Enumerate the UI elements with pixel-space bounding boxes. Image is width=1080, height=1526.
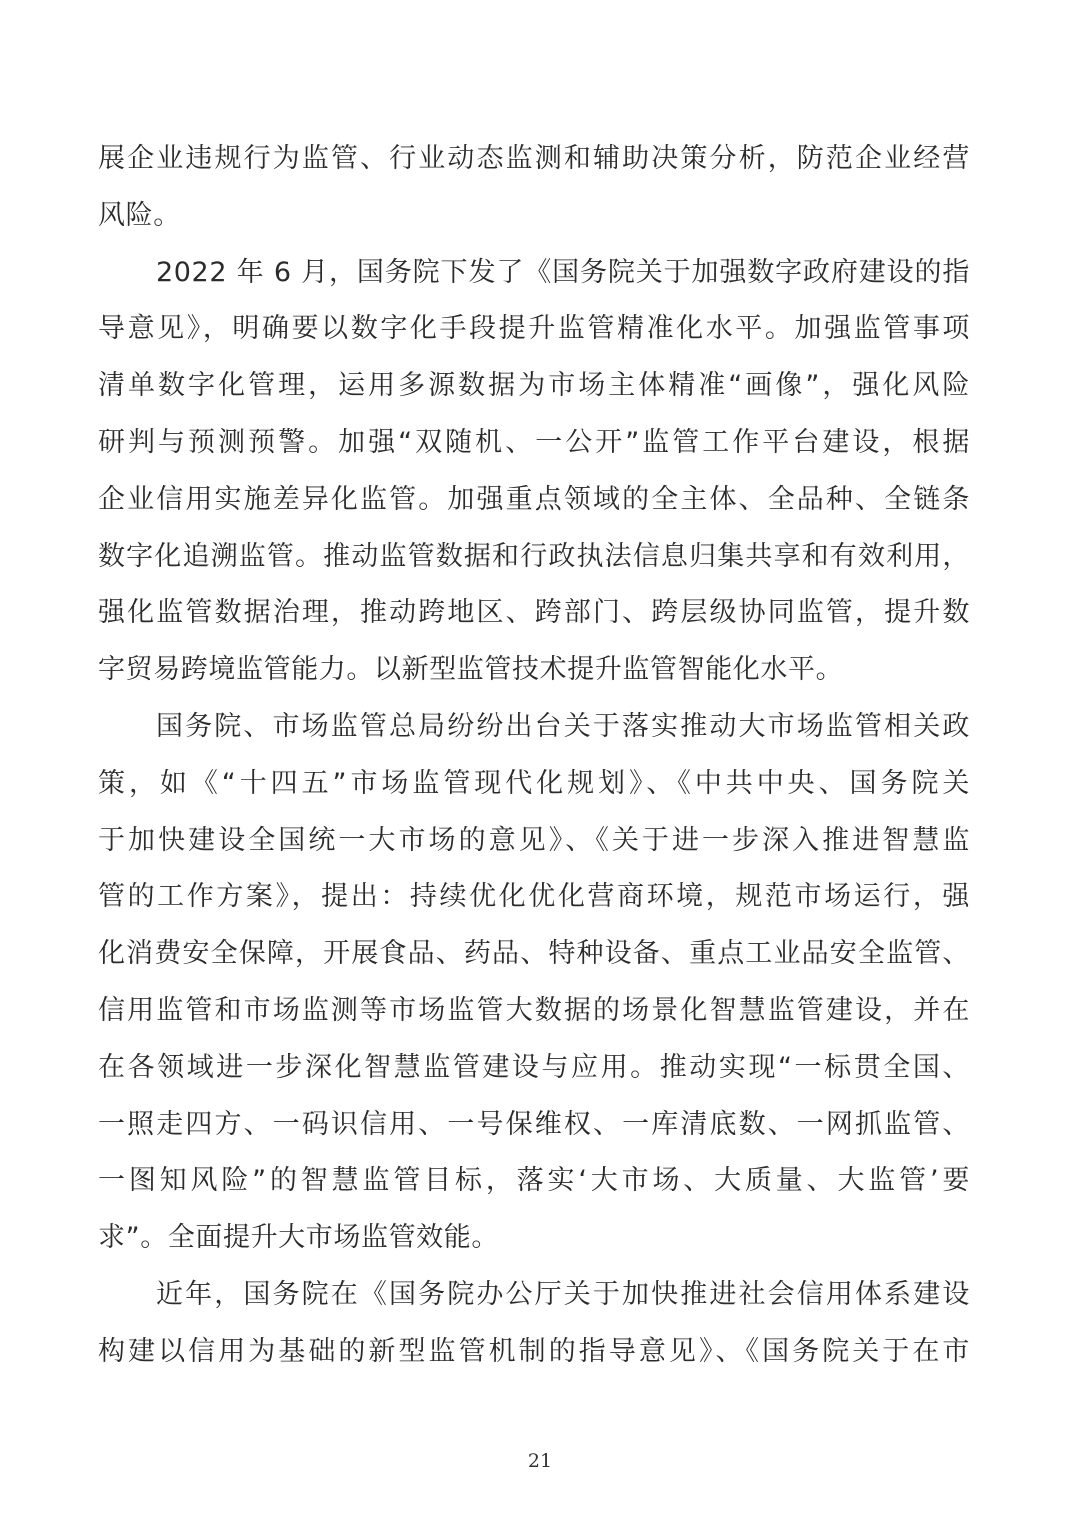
text-line: 强化监管数据治理，推动跨地区、跨部门、跨层级协同监管，提升数 xyxy=(98,597,970,629)
text-line: 清单数字化管理，运用多源数据为市场主体精准“画像”，强化风险 xyxy=(98,370,970,402)
text-line: 信用监管和市场监测等市场监管大数据的场景化智慧监管建设，并在 xyxy=(98,994,970,1026)
text-line: 数字化追溯监管。推动监管数据和行政执法信息归集共享和有效利用， xyxy=(98,540,970,572)
text-line: 国务院、市场监管总局纷纷出台关于落实推动大市场监管相关政 xyxy=(156,710,970,742)
body-text xyxy=(98,131,970,1381)
paragraph xyxy=(98,699,970,1267)
text-line: 管的工作方案》，提出：持续优化优化营商环境，规范市场运行，强 xyxy=(98,881,970,913)
paragraph xyxy=(98,131,970,245)
text-line: 研判与预测预警。加强“双随机、一公开”监管工作平台建设，根据 xyxy=(98,426,970,458)
text-line: 一图知风险”的智慧监管目标，落实‘大市场、大质量、大监管’要 xyxy=(98,1165,970,1197)
text-line: 导意见》，明确要以数字化手段提升监管精准化水平。加强监管事项 xyxy=(98,313,970,345)
text-line: 在各领域进一步深化智慧监管建设与应用。推动实现“一标贯全国、 xyxy=(98,1051,970,1083)
text-line: 字贸易跨境监管能力。以新型监管技术提升监管智能化水平。 xyxy=(98,654,844,686)
text-line: 构建以信用为基础的新型监管机制的指导意见》、《国务院关于在市 xyxy=(98,1335,970,1367)
paragraph xyxy=(98,245,970,699)
page-number: 21 xyxy=(527,1450,553,1472)
text-line: 策，如《“十四五”市场监管现代化规划》、《中共中央、国务院关 xyxy=(98,767,970,799)
text-line: 企业信用实施差异化监管。加强重点领域的全主体、全品种、全链条 xyxy=(98,483,970,515)
text-line: 2022 年 6 月，国务院下发了《国务院关于加强数字政府建设的指 xyxy=(156,256,970,288)
text-line: 近年，国务院在《国务院办公厅关于加快推进社会信用体系建设 xyxy=(156,1278,970,1310)
text-line: 化消费安全保障，开展食品、药品、特种设备、重点工业品安全监管、 xyxy=(98,938,970,970)
text-line: 求”。全面提升大市场监管效能。 xyxy=(98,1222,499,1254)
paragraph xyxy=(98,1267,970,1381)
text-line: 一照走四方、一码识信用、一号保维权、一库清底数、一网抓监管、 xyxy=(98,1108,970,1140)
text-line: 展企业违规行为监管、行业动态监测和辅助决策分析，防范企业经营 xyxy=(98,143,970,174)
text-line: 风险。 xyxy=(98,199,181,231)
text-line: 于加快建设全国统一大市场的意见》、《关于进一步深入推进智慧监 xyxy=(98,824,970,856)
